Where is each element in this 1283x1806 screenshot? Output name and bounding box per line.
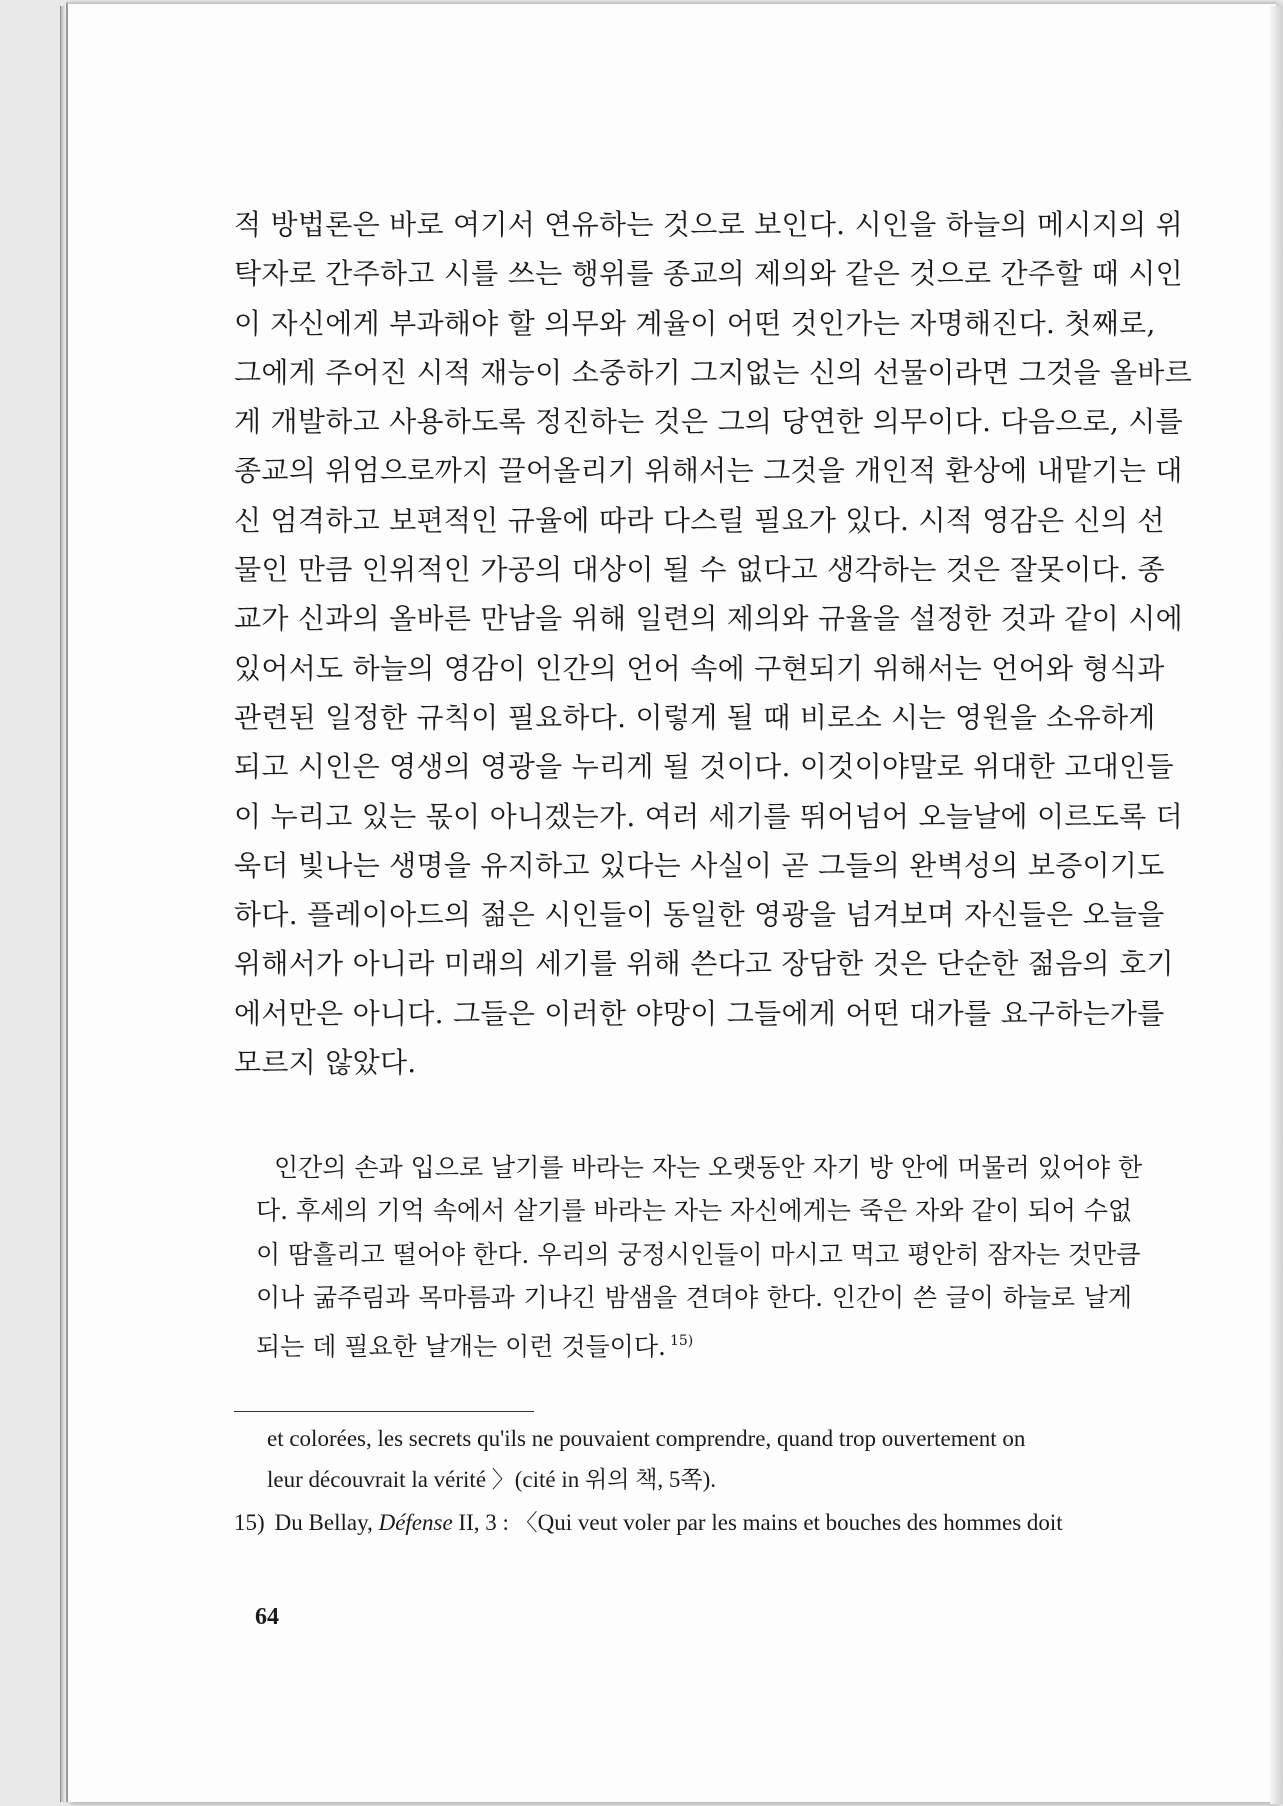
quote-line: 이나 굶주림과 목마름과 기나긴 밤샘을 견뎌야 한다. 인간이 쓴 글이 하늘로 날게 — [256, 1283, 1132, 1313]
quote-line: 이 땀흘리고 떨어야 한다. 우리의 궁정시인들이 마시고 먹고 평안히 잠자는 것만큼 — [256, 1239, 1141, 1269]
text-line: 적 방법론은 바로 여기서 연유하는 것으로 보인다. 시인을 하늘의 메시지의 위 — [234, 208, 1183, 241]
page-number: 64 — [255, 1604, 279, 1630]
footnote-15 — [234, 1502, 1136, 1543]
text-line: 물인 만큼 인위적인 가공의 대상이 될 수 없다고 생각하는 것은 잘못이다. 종 — [234, 553, 1165, 587]
footnote-continuation-line: et colorées, les secrets qu'ils ne pouvaient comprendre, quand trop ouvertement on — [267, 1426, 1026, 1451]
text-line: 신 엄격하고 보편적인 규율에 따라 다스릴 필요가 있다. 시적 영감은 신의 선 — [234, 503, 1165, 537]
quote-line: 다. 후세의 기억 속에서 살기를 바라는 자는 자신에게는 죽은 자와 같이 되어 수없 — [256, 1196, 1133, 1226]
text-line: 종교의 위엄으로까지 끌어올리기 위해서는 그것을 개인적 환상에 내맡기는 대 — [234, 454, 1183, 488]
footnote-continuation-line: leur découvrait la vérité 〉(cité in 위의 책, 5쪽). — [267, 1467, 717, 1492]
body-paragraph — [234, 200, 1192, 1087]
text-line: 모르지 않았다. — [234, 1046, 417, 1080]
footnotes — [234, 1418, 1136, 1543]
footnote-divider — [234, 1411, 534, 1412]
text-line: 위해서가 아니라 미래의 세기를 위해 쓴다고 장담한 것은 단순한 젊음의 호기 — [234, 947, 1174, 981]
text-line: 욱더 빛나는 생명을 유지하고 있다는 사실이 곧 그들의 완벽성의 보증이기도 — [234, 848, 1165, 882]
block-quote — [256, 1146, 1143, 1363]
footnote-author: Du Bellay, — [274, 1510, 379, 1535]
footnote-number: 15) — [234, 1510, 265, 1535]
text-line: 이 누리고 있는 몫이 아니겠는가. 여러 세기를 뛰어넘어 오늘날에 이르도록 더 — [234, 799, 1183, 833]
footnote-text: II, 3 : 〈Qui veut voler par les mains et bouches des hommes doit — [452, 1510, 1063, 1535]
quote-line: 인간의 손과 입으로 날기를 바라는 자는 오랫동안 자기 방 안에 머물러 있어야 한 — [274, 1153, 1143, 1182]
footnote-reference: 15) — [669, 1332, 694, 1349]
quote-line — [256, 1320, 1132, 1363]
text-line: 게 개발하고 사용하도록 정진하는 것은 그의 당연한 의무이다. 다음으로, 시를 — [234, 405, 1183, 439]
text-line: 되고 시인은 영생의 영광을 누리게 될 것이다. 이것이야말로 위대한 고대인들 — [234, 750, 1174, 784]
text-line: 이 자신에게 부과해야 할 의무와 계율이 어떤 것인가는 자명해진다. 첫째로, — [234, 306, 1156, 340]
text-line: 교가 신과의 올바른 만남을 위해 일련의 제의와 규율을 설정한 것과 같이 시에 — [234, 602, 1183, 636]
text-line: 에서만은 아니다. 그들은 이러한 야망이 그들에게 어떤 대가를 요구하는가를 — [234, 996, 1165, 1030]
text-line: 그에게 주어진 시적 재능이 소중하기 그지없는 신의 선물이라면 그것을 올바르 — [234, 355, 1192, 389]
text-line: 관련된 일정한 규칙이 필요하다. 이렇게 될 때 비로소 시는 영원을 소유하게 — [234, 700, 1156, 734]
text-line: 하다. 플레이아드의 젊은 시인들이 동일한 영광을 넘겨보며 자신들은 오늘을 — [234, 898, 1165, 932]
text-line: 탁자로 간주하고 시를 쓰는 행위를 종교의 제의와 같은 것으로 간주할 때 시인 — [234, 257, 1183, 291]
quote-line-text: 되는 데 필요한 날개는 이런 것들이다. — [256, 1331, 666, 1361]
footnote-work-title: Défense — [378, 1510, 453, 1535]
text-line: 있어서도 하늘의 영감이 인간의 언어 속에 구현되기 위해서는 언어와 형식과 — [234, 651, 1165, 685]
page-edge — [1270, 6, 1283, 1804]
